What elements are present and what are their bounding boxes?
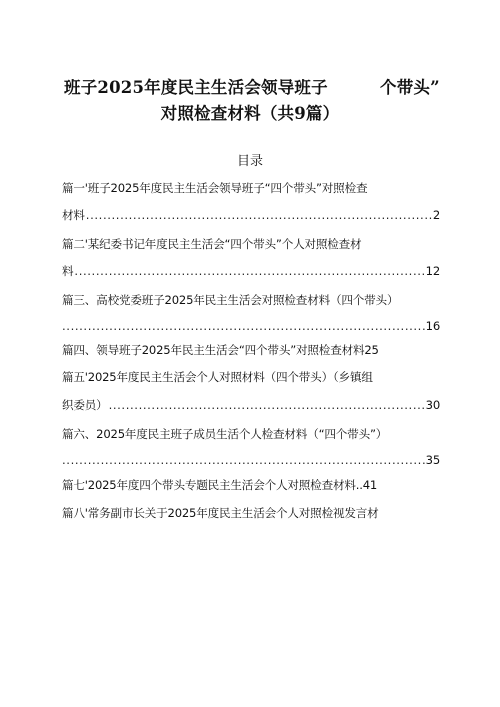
toc-entry-3-page: 16 (425, 319, 440, 333)
toc-entry-4-line1: 篇四、领导班子2025年民主生活会“四个带头”对照检查材料25 (62, 343, 379, 357)
toc-entry-5-line1: 篇五'2025年度民主生活会个人对照材料（四个带头）（乡镇组 (62, 370, 373, 384)
toc-leader-dots (74, 263, 424, 279)
toc-entry-1-line2 (62, 207, 440, 223)
toc-entry-3-line1: 篇三、高校党委班子2025年民主生活会对照检查材料（四个带头） (62, 293, 399, 307)
toc-entry-1-line1: 篇一'班子2025年度民主生活会领导班子“四个带头”对照检查 (62, 181, 368, 195)
toc-entry-7-line1: 篇七'2025年度四个带头专题民主生活会个人对照检查材料..41 (62, 478, 378, 492)
toc-entry-5-text: 织委员） (62, 398, 108, 412)
document-title-line2: 对照检查材料（共9篇） (160, 104, 340, 123)
toc-entry-1-text: 材料 (62, 208, 85, 222)
toc-leader-dots (86, 207, 432, 223)
toc-leader-dots (62, 452, 425, 468)
toc-leader-dots (109, 397, 425, 413)
toc-entry-5-line2 (62, 397, 440, 413)
toc-entry-1-page: 2 (432, 208, 440, 222)
document-title-line1-left: 班子2025年度民主生活会领导班子 (64, 78, 328, 97)
toc-entry-6-line1: 篇六、2025年度民主班子成员生活个人检查材料（“四个带头”） (62, 427, 388, 441)
toc-entry-2-text: 料 (62, 264, 74, 278)
toc-entry-2-page: 12 (425, 264, 440, 278)
toc-entry-8-line1: 篇八'常务副市长关于2025年度民主生活会个人对照检视发言材 (62, 506, 379, 520)
toc-entry-3-line2 (62, 318, 440, 334)
toc-entry-6-line2 (62, 452, 440, 468)
toc-entry-2-line1: 篇二'某纪委书记年度民主生活会“四个带头”个人对照检查材 (62, 237, 362, 251)
toc-leader-dots (62, 318, 425, 334)
toc-entry-6-page: 35 (425, 453, 440, 467)
toc-heading: 目录 (236, 154, 263, 169)
toc-entry-5-page: 30 (425, 398, 440, 412)
document-title-line1-right: 个带头” (380, 78, 440, 97)
toc-entry-2-line2 (62, 263, 440, 279)
